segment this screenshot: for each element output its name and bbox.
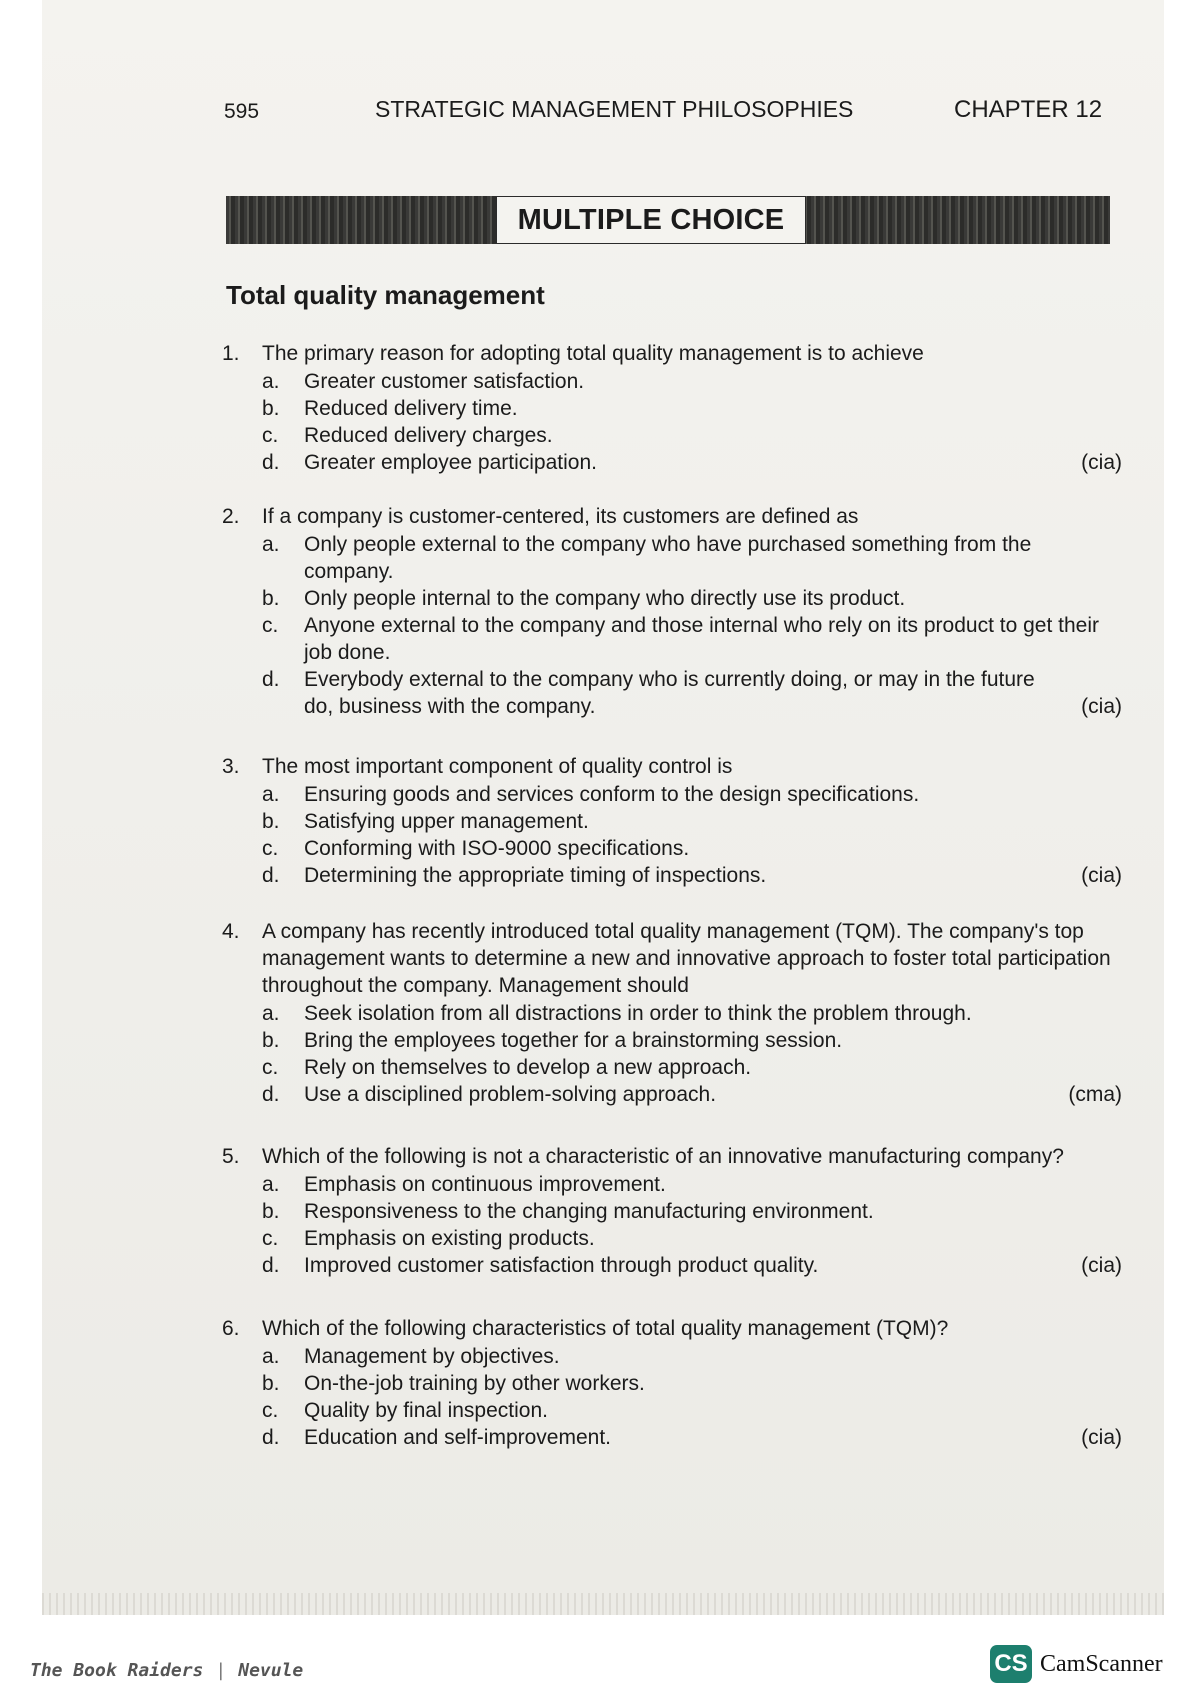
option-letter: c. — [262, 614, 279, 637]
source-tag: (cia) — [1081, 864, 1122, 887]
option-a — [262, 368, 1122, 395]
option-d — [262, 1424, 1122, 1451]
option-c — [262, 1054, 1122, 1081]
option-b — [262, 1027, 1122, 1054]
source-tag: (cia) — [1081, 1426, 1122, 1449]
option-text: Emphasis on continuous improvement. — [304, 1173, 666, 1196]
option-text: Greater customer satisfaction. — [304, 370, 585, 393]
option-c — [262, 422, 1122, 449]
option-d — [262, 666, 1122, 720]
running-title: STRATEGIC MANAGEMENT PHILOSOPHIES — [375, 96, 854, 122]
question-number: 5. — [222, 1145, 240, 1168]
option-text: Improved customer satisfaction through product quality. — [304, 1254, 819, 1277]
option-a — [262, 1171, 1122, 1198]
option-text: Determining the appropriate timing of inspections. — [304, 864, 767, 887]
option-text: Anyone external to the company and those internal who rely on its product to get their job done. — [304, 614, 1099, 664]
option-text: Conforming with ISO-9000 specifications. — [304, 837, 690, 860]
option-b — [262, 395, 1122, 422]
question-5 — [222, 1143, 1122, 1279]
option-b — [262, 1370, 1122, 1397]
option-letter: d. — [262, 1083, 280, 1106]
option-text: Emphasis on existing products. — [304, 1227, 595, 1250]
option-text: Use a disciplined problem-solving approach. — [304, 1083, 717, 1106]
question-number: 4. — [222, 920, 240, 943]
question-number: 6. — [222, 1317, 240, 1340]
scanned-page — [42, 0, 1164, 1615]
option-letter: a. — [262, 533, 280, 556]
question-text: The most important component of quality control is — [262, 755, 733, 778]
option-letter: c. — [262, 1056, 279, 1079]
question-4 — [222, 918, 1122, 1108]
option-a — [262, 1000, 1122, 1027]
credit-left: The Book Raiders — [30, 1660, 204, 1681]
option-a — [262, 1343, 1122, 1370]
chapter-label: CHAPTER 12 — [954, 96, 1103, 123]
source-tag: (cma) — [1068, 1083, 1122, 1106]
option-text: Management by objectives. — [304, 1345, 560, 1368]
option-text: Reduced delivery time. — [304, 397, 518, 420]
option-text: Seek isolation from all distractions in order to think the problem through. — [304, 1002, 972, 1025]
page-number: 595 — [224, 100, 260, 123]
option-c — [262, 1397, 1122, 1424]
option-letter: b. — [262, 1200, 280, 1223]
option-c — [262, 612, 1122, 666]
option-d — [262, 1252, 1122, 1279]
option-text: Responsiveness to the changing manufacturing environment. — [304, 1200, 874, 1223]
source-tag: (cia) — [1081, 451, 1122, 474]
option-b — [262, 808, 1122, 835]
question-text: A company has recently introduced total quality management (TQM). The company's top management wants to determine a new and innovative approach to foster total participation throughout the company. Management should — [262, 920, 1111, 997]
option-letter: b. — [262, 810, 280, 833]
option-letter: c. — [262, 837, 279, 860]
camscanner-name: CamScanner — [1040, 1650, 1163, 1677]
option-b — [262, 585, 1122, 612]
option-d — [262, 449, 1122, 476]
option-a — [262, 531, 1122, 585]
camscanner-logo-icon: CS — [990, 1645, 1032, 1683]
option-text: Quality by final inspection. — [304, 1399, 548, 1422]
option-text: Rely on themselves to develop a new approach. — [304, 1056, 752, 1079]
option-letter: b. — [262, 1372, 280, 1395]
option-text: Education and self-improvement. — [304, 1426, 611, 1449]
source-tag: (cia) — [1081, 1254, 1122, 1277]
question-number: 3. — [222, 755, 240, 778]
option-letter: c. — [262, 1399, 279, 1422]
option-letter: d. — [262, 864, 280, 887]
option-a — [262, 781, 1122, 808]
option-text: Only people internal to the company who directly use its product. — [304, 587, 906, 610]
option-text: Satisfying upper management. — [304, 810, 589, 833]
option-b — [262, 1198, 1122, 1225]
option-letter: a. — [262, 1345, 280, 1368]
question-2 — [222, 503, 1122, 720]
option-text: Only people external to the company who have purchased something from the company. — [304, 533, 1032, 583]
question-number: 1. — [222, 342, 240, 365]
question-text: Which of the following is not a characteristic of an innovative manufacturing company? — [262, 1145, 1064, 1168]
option-letter: a. — [262, 1002, 280, 1025]
option-c — [262, 1225, 1122, 1252]
question-text: If a company is customer-centered, its customers are defined as — [262, 505, 859, 528]
option-c — [262, 835, 1122, 862]
option-letter: b. — [262, 397, 280, 420]
question-1 — [222, 340, 1122, 476]
credit-separator: | — [215, 1660, 227, 1681]
option-d — [262, 862, 1122, 889]
option-letter: d. — [262, 1426, 280, 1449]
option-text: Ensuring goods and services conform to the design specifications. — [304, 783, 920, 806]
banner-label: MULTIPLE CHOICE — [496, 196, 806, 244]
option-letter: d. — [262, 1254, 280, 1277]
option-letter: a. — [262, 1173, 280, 1196]
option-text: Everybody external to the company who is currently doing, or may in the future do, business with the company. — [304, 668, 1035, 718]
option-letter: a. — [262, 783, 280, 806]
option-letter: a. — [262, 370, 280, 393]
camscanner-watermark — [990, 1645, 1163, 1683]
option-letter: d. — [262, 668, 280, 691]
option-letter: c. — [262, 424, 279, 447]
option-letter: b. — [262, 587, 280, 610]
question-3 — [222, 753, 1122, 889]
credit-footer — [30, 1660, 303, 1681]
source-tag: (cia) — [1081, 695, 1122, 718]
option-text: On-the-job training by other workers. — [304, 1372, 645, 1395]
option-text: Bring the employees together for a brainstorming session. — [304, 1029, 843, 1052]
option-letter: d. — [262, 451, 280, 474]
option-text: Greater employee participation. — [304, 451, 597, 474]
option-letter: c. — [262, 1227, 279, 1250]
option-d — [262, 1081, 1122, 1108]
question-number: 2. — [222, 505, 240, 528]
credit-right: Nevule — [238, 1660, 304, 1681]
question-6 — [222, 1315, 1122, 1451]
question-list — [42, 0, 1164, 1615]
question-text: The primary reason for adopting total quality management is to achieve — [262, 342, 924, 365]
option-letter: b. — [262, 1029, 280, 1052]
section-heading: Total quality management — [226, 280, 545, 310]
option-text: Reduced delivery charges. — [304, 424, 553, 447]
question-text: Which of the following characteristics of total quality management (TQM)? — [262, 1317, 949, 1340]
